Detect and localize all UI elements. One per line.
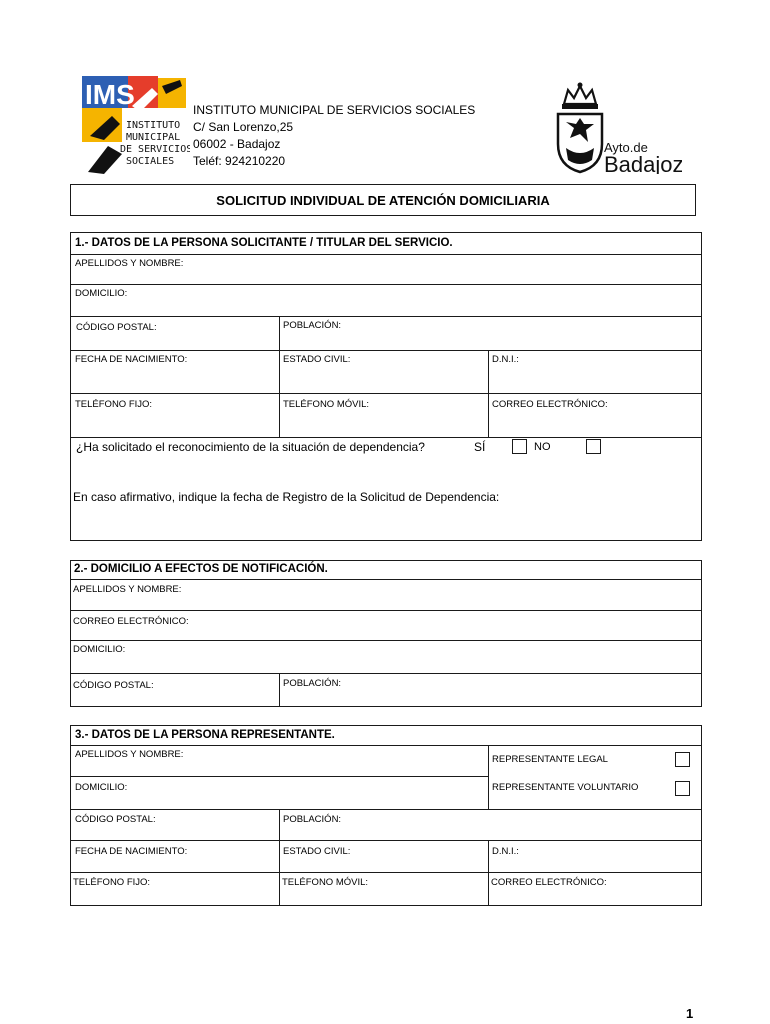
section2-title: 2.- DOMICILIO A EFECTOS DE NOTIFICACIÓN. (74, 563, 328, 575)
s2-correo-field[interactable]: CORREO ELECTRÓNICO: (73, 616, 189, 627)
si-label: SÍ (474, 440, 486, 454)
ayto-name: Badajoz (604, 152, 682, 174)
rep-voluntario-checkbox[interactable] (675, 781, 690, 796)
s1-codigo-postal-field[interactable]: CÓDIGO POSTAL: (76, 322, 157, 333)
section1-title: 1.- DATOS DE LA PERSONA SOLICITANTE / TITULAR DEL SERVICIO. (75, 237, 453, 249)
s3-dni-field[interactable]: D.N.I.: (492, 846, 519, 857)
rep-legal-checkbox[interactable] (675, 752, 690, 767)
s1-dni-field[interactable]: D.N.I.: (492, 354, 519, 365)
s3-correo-field[interactable]: CORREO ELECTRÓNICO: (491, 877, 607, 888)
dependency-date-label[interactable]: En caso afirmativo, indique la fecha de Registro de la Solicitud de Dependencia: (73, 490, 500, 504)
s2-poblacion-field[interactable]: POBLACIÓN: (283, 678, 342, 689)
institute-street: C/ San Lorenzo,25 (193, 120, 294, 134)
form-title-box (70, 184, 696, 216)
no-checkbox[interactable] (586, 439, 601, 454)
s3-estado-civil-field[interactable]: ESTADO CIVIL: (283, 846, 351, 857)
section2-box (70, 560, 702, 707)
s3-telefono-movil-field[interactable]: TELÉFONO MÓVIL: (282, 877, 369, 888)
s1-correo-field[interactable]: CORREO ELECTRÓNICO: (492, 399, 608, 410)
svg-text:DE SERVICIOS: DE SERVICIOS (120, 144, 190, 155)
institute-phone: Teléf: 924210220 (193, 154, 286, 168)
no-label: NO (534, 441, 551, 453)
s1-fecha-nacimiento-field[interactable]: FECHA DE NACIMIENTO: (75, 354, 188, 365)
s3-telefono-fijo-field[interactable]: TELÉFONO FIJO: (73, 877, 151, 888)
svg-text:MUNICIPAL: MUNICIPAL (126, 132, 181, 143)
svg-text:SOCIALES: SOCIALES (126, 156, 175, 167)
ims-logo-text: IMS (85, 79, 135, 110)
s3-fecha-nacimiento-field[interactable]: FECHA DE NACIMIENTO: (75, 846, 188, 857)
s1-poblacion-field[interactable]: POBLACIÓN: (283, 320, 342, 331)
page-number: 1 (686, 1006, 694, 1021)
s1-telefono-fijo-field[interactable]: TELÉFONO FIJO: (75, 399, 153, 410)
s2-domicilio-field[interactable]: DOMICILIO: (73, 644, 126, 655)
s3-apellidos-field[interactable]: APELLIDOS Y NOMBRE: (75, 749, 184, 760)
section3-title: 3.- DATOS DE LA PERSONA REPRESENTANTE. (75, 729, 335, 741)
institute-address (193, 102, 475, 170)
s1-estado-civil-field[interactable]: ESTADO CIVIL: (283, 354, 351, 365)
dependency-question: ¿Ha solicitado el reconocimiento de la situación de dependencia? (76, 440, 425, 454)
ayto-badajoz-logo (552, 82, 682, 174)
rep-legal-label: REPRESENTANTE LEGAL (492, 754, 608, 765)
s3-domicilio-field[interactable]: DOMICILIO: (75, 782, 128, 793)
s1-apellidos-field[interactable]: APELLIDOS Y NOMBRE: (75, 258, 184, 269)
s2-codigo-postal-field[interactable]: CÓDIGO POSTAL: (73, 680, 154, 691)
rep-voluntario-label: REPRESENTANTE VOLUNTARIO (492, 782, 639, 793)
institute-name: INSTITUTO MUNICIPAL DE SERVICIOS SOCIALES (193, 103, 476, 117)
svg-text:INSTITUTO: INSTITUTO (126, 120, 181, 131)
s1-telefono-movil-field[interactable]: TELÉFONO MÓVIL: (283, 399, 370, 410)
s2-apellidos-field[interactable]: APELLIDOS Y NOMBRE: (73, 584, 182, 595)
s3-codigo-postal-field[interactable]: CÓDIGO POSTAL: (75, 814, 156, 825)
si-checkbox[interactable] (512, 439, 527, 454)
s1-domicilio-field[interactable]: DOMICILIO: (75, 288, 128, 299)
institute-city: 06002 - Badajoz (193, 137, 281, 151)
form-title: SOLICITUD INDIVIDUAL DE ATENCIÓN DOMICILIARIA (216, 193, 550, 208)
ayto-prefix: Ayto.de (604, 140, 648, 155)
s3-poblacion-field[interactable]: POBLACIÓN: (283, 814, 342, 825)
ims-logo (82, 76, 190, 174)
